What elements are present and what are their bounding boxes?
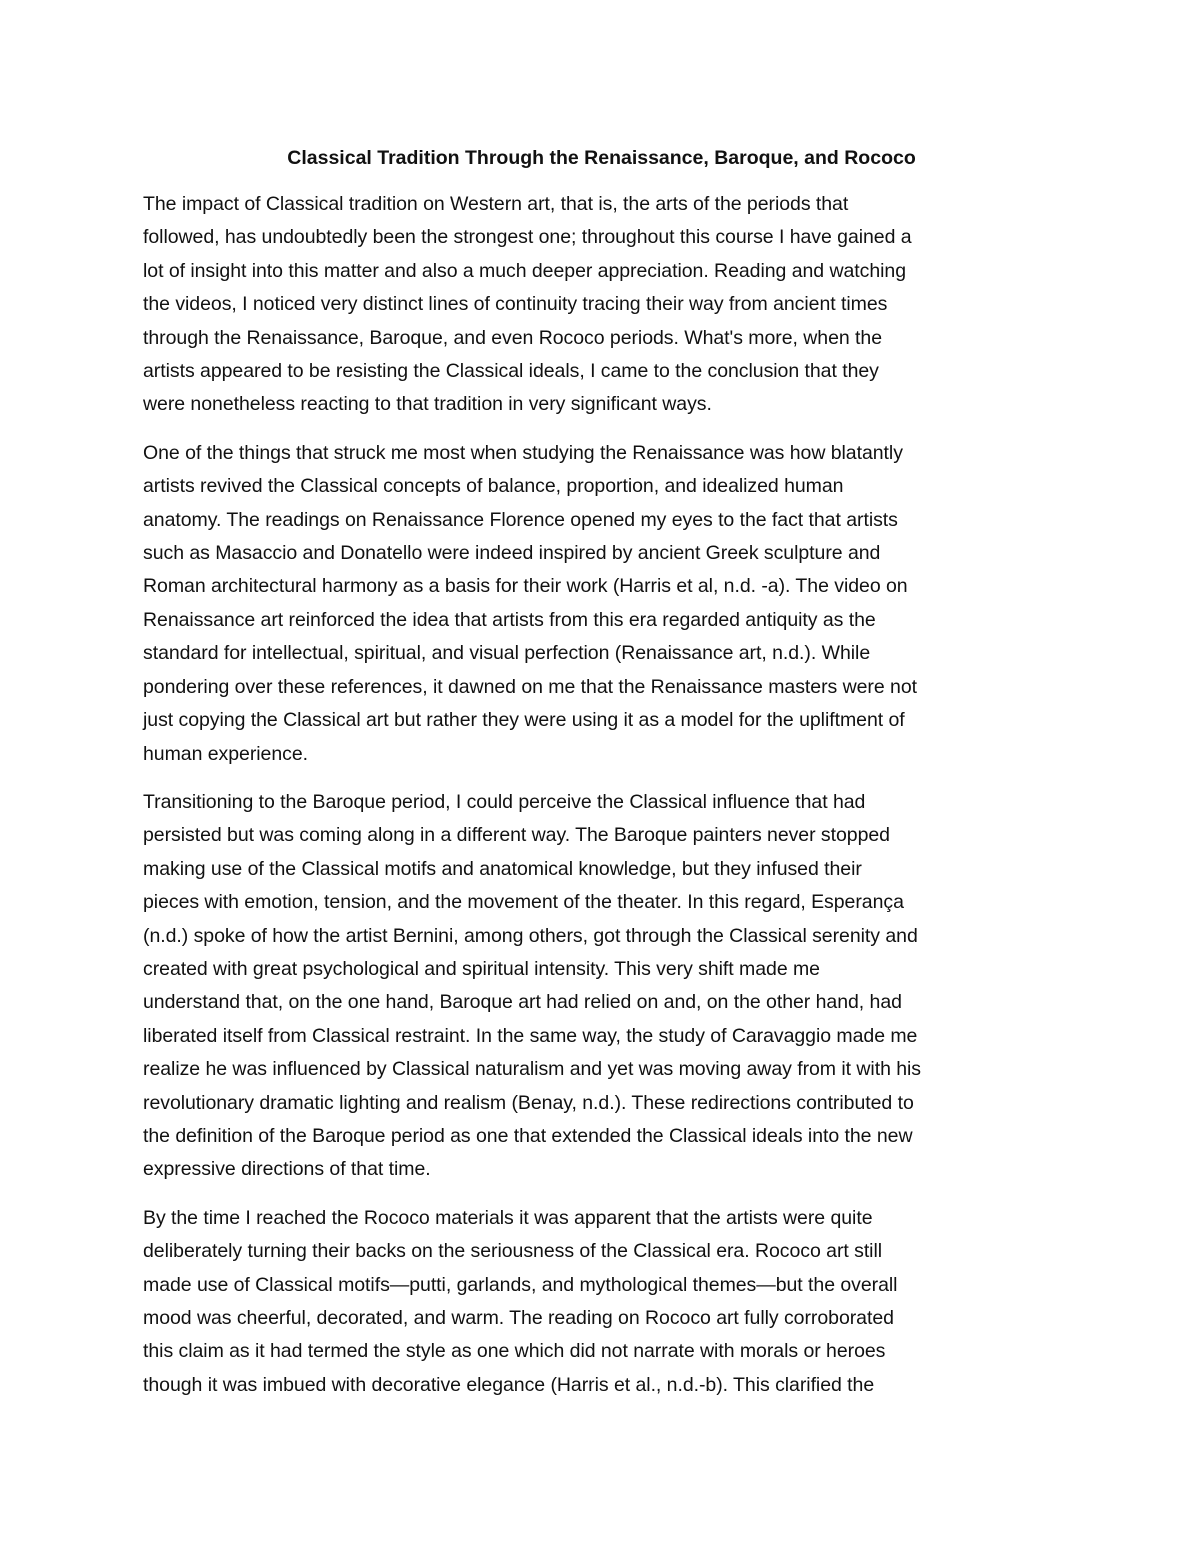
paragraph-line: the definition of the Baroque period as one that extended the Classical ideals into the new — [143, 1124, 913, 1147]
paragraph-line: this claim as it had termed the style as one which did not narrate with morals or heroes — [143, 1340, 886, 1363]
paragraph-line: pondering over these references, it dawned on me that the Renaissance masters were not — [143, 675, 917, 698]
paragraph-2 — [143, 437, 1060, 771]
paragraph-3 — [143, 786, 1060, 1187]
paragraph-line: human experience. — [143, 742, 309, 765]
paragraph-line: Renaissance art reinforced the idea that artists from this era regarded antiquity as the — [143, 608, 876, 631]
paragraph-line: persisted but was coming along in a different way. The Baroque painters never stopped — [143, 824, 890, 847]
paragraph-line: (n.d.) spoke of how the artist Bernini, among others, got through the Classical serenity and — [143, 924, 918, 947]
paragraph-1 — [143, 188, 1060, 422]
paragraph-line: made use of Classical motifs—putti, garlands, and mythological themes—but the overall — [143, 1273, 898, 1296]
paragraph-line: deliberately turning their backs on the seriousness of the Classical era. Rococo art still — [143, 1240, 883, 1263]
paragraph-line: pieces with emotion, tension, and the movement of the theater. In this regard, Esperança — [143, 891, 904, 914]
paragraph-line: through the Renaissance, Baroque, and even Rococo periods. What's more, when the — [143, 326, 883, 349]
paragraph-line: realize he was influenced by Classical naturalism and yet was moving away from it with his — [143, 1058, 922, 1081]
paragraph-line: such as Masaccio and Donatello were indeed inspired by ancient Greek sculpture and — [143, 542, 881, 565]
paragraph-line: mood was cheerful, decorated, and warm. The reading on Rococo art fully corroborated — [143, 1307, 894, 1329]
paragraph-line: created with great psychological and spiritual intensity. This very shift made me — [143, 957, 820, 980]
paragraph-line: artists appeared to be resisting the Classical ideals, I came to the conclusion that they — [143, 360, 879, 383]
paragraph-line: lot of insight into this matter and also a much deeper appreciation. Reading and watching — [143, 259, 907, 282]
paragraph-line: the videos, I noticed very distinct lines of continuity tracing their way from ancient times — [143, 293, 888, 316]
document-title: Classical Tradition Through the Renaissance, Baroque, and Rococo — [287, 147, 916, 169]
paragraph-line: One of the things that struck me most when studying the Renaissance was how blatantly — [143, 441, 903, 464]
paragraph-line: The impact of Classical tradition on Western art, that is, the arts of the periods that — [143, 193, 849, 215]
paragraph-line: revolutionary dramatic lighting and realism (Benay, n.d.). These redirections contributed to — [143, 1091, 914, 1114]
paragraph-line: Transitioning to the Baroque period, I could perceive the Classical influence that had — [143, 790, 866, 813]
paragraph-line: making use of the Classical motifs and anatomical knowledge, but they infused their — [143, 857, 862, 880]
paragraph-line: standard for intellectual, spiritual, and visual perfection (Renaissance art, n.d.). While — [143, 642, 871, 665]
paragraph-line: anatomy. The readings on Renaissance Florence opened my eyes to the fact that artists — [143, 508, 898, 531]
paragraph-line: artists revived the Classical concepts of balance, proportion, and idealized human — [143, 475, 844, 498]
paragraph-line: followed, has undoubtedly been the strongest one; throughout this course I have gained a — [143, 226, 912, 249]
paragraph-line: though it was imbued with decorative elegance (Harris et al., n.d.-b). This clarified the — [143, 1373, 875, 1396]
paragraph-line: just copying the Classical art but rather they were using it as a model for the upliftment of — [143, 709, 905, 732]
paragraph-line: liberated itself from Classical restraint. In the same way, the study of Caravaggio made me — [143, 1024, 918, 1047]
paragraph-4 — [143, 1202, 1060, 1402]
paragraph-line: By the time I reached the Rococo materials it was apparent that the artists were quite — [143, 1206, 873, 1229]
paragraph-line: understand that, on the one hand, Baroque art had relied on and, on the other hand, had — [143, 991, 902, 1014]
paragraph-line: were nonetheless reacting to that tradition in very significant ways. — [143, 393, 712, 416]
paragraph-line: Roman architectural harmony as a basis for their work (Harris et al, n.d. -a). The video on — [143, 575, 908, 598]
paragraph-line: expressive directions of that time. — [143, 1158, 431, 1181]
